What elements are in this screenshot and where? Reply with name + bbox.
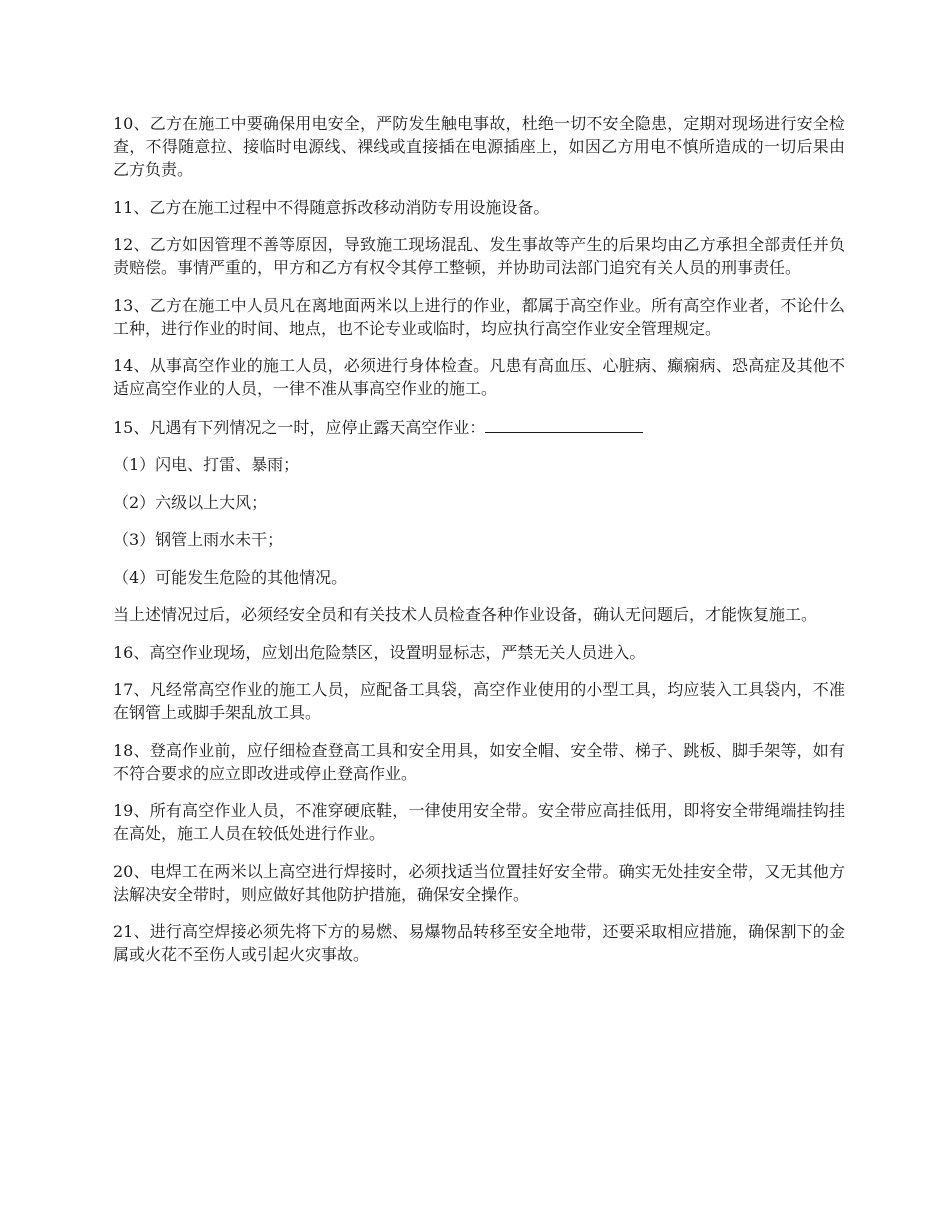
clause-17: 17、凡经常高空作业的施工人员，应配备工具袋，高空作业使用的小型工具，均应装入工具袋内，不准在钢管上或脚手架乱放工具。 [113,680,845,722]
clause-15-text: 15、凡遇有下列情况之一时，应停止露天高空作业： [113,417,486,437]
clause-19: 19、所有高空作业人员，不准穿硬底鞋，一律使用安全带。安全带应高挂低用，即将安全带绳端挂钩挂在高处，施工人员在较低处进行作业。 [113,801,845,843]
clause-11: 11、乙方在施工过程中不得随意拆改移动消防专用设施设备。 [113,197,550,217]
clause-14: 14、从事高空作业的施工人员，必须进行身体检查。凡患有高血压、心脏病、癫痫病、恐高症及其他不适应高空作业的人员，一律不准从事高空作业的施工。 [113,356,845,398]
resume-work-note: 当上述情况过后，必须经安全员和有关技术人员检查各种作业设备，确认无问题后，才能恢复施工。 [113,605,818,624]
condition-item-3: （3）钢管上雨水未干； [113,530,284,549]
condition-item-1: （1）闪电、打雷、暴雨； [113,455,300,474]
fill-in-blank-line [485,415,643,433]
clause-12: 12、乙方如因管理不善等原因，导致施工现场混乱、发生事故等产生的后果均由乙方承担全部责任并负责赔偿。事情严重的，甲方和乙方有权令其停工整顿，并协助司法部门追究有关人员的刑事责任。 [113,235,845,277]
condition-item-4: （4）可能发生危险的其他情况。 [113,567,348,587]
clause-10: 10、乙方在施工中要确保用电安全，严防发生触电事故，杜绝一切不安全隐患，定期对现场进行安全检查，不得随意拉、接临时电源线、裸线或直接插在电源插座上，如因乙方用电不慎所造成的一切后果由乙方负责。 [113,114,845,179]
clause-16: 16、高空作业现场，应划出危险禁区，设置明显标志，严禁无关人员进入。 [113,642,646,662]
clause-15 [113,415,845,439]
clause-18: 18、登高作业前，应仔细检查登高工具和安全用具，如安全帽、安全带、梯子、跳板、脚手架等，如有不符合要求的应立即改进或停止登高作业。 [113,740,845,783]
clause-13: 13、乙方在施工中人员凡在离地面两米以上进行的作业，都属于高空作业。所有高空作业者，不论什么工种，进行作业的时间、地点，也不论专业或临时，均应执行高空作业安全管理规定。 [113,295,845,338]
clause-21: 21、进行高空焊接必须先将下方的易燃、易爆物品转移至安全地带，还要采取相应措施，确保割下的金属或火花不至伤人或引起火灾事故。 [113,922,845,964]
condition-item-2: （2）六级以上大风； [113,492,268,512]
clause-20: 20、电焊工在两米以上高空进行焊接时，必须找适当位置挂好安全带。确实无处挂安全带，又无其他方法解决安全带时，则应做好其他防护措施，确保安全操作。 [113,861,845,904]
document-page [113,112,845,981]
